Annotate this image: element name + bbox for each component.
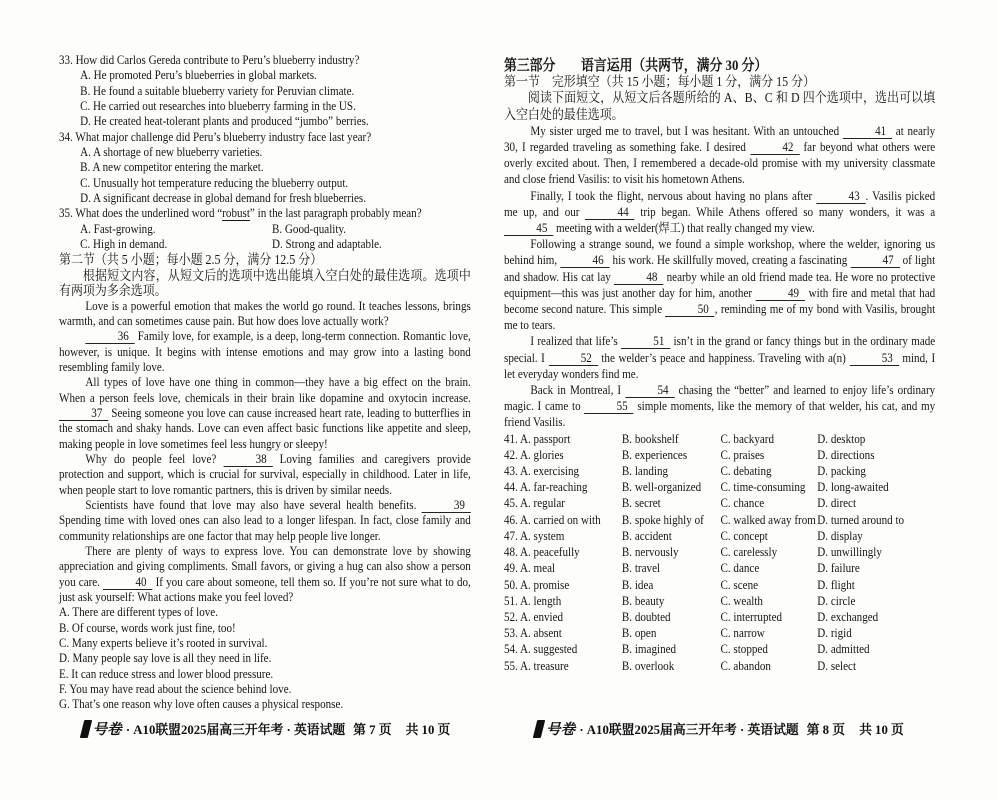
choice-line: B. Of course, words work just fine, too! [59, 620, 236, 635]
instruction-paragraph: 根据短文内容，从短文后的选项中选出能填入空白处的最佳选项。选项中有两项为多余选项。 [59, 267, 471, 299]
cloze-option-row [504, 528, 935, 544]
blank-42: 42 [750, 141, 799, 155]
cloze-option: D. unwillingly [817, 545, 882, 560]
section-heading: 第二节（共 5 小题；每小题 2.5 分，满分 12.5 分） [59, 252, 323, 268]
passage-paragraph: My sister urged me to travel, but I was hesitant. With an untouched 41 at nearly 30, I regarded traveling as something fake. I desired 42 far beyond what others were overly excited about. Then, I remembered a decade-old promise with my university classmate and close friend Vasilis: to visit his hometown Athens. [504, 123, 936, 187]
passage-paragraph: All types of love have one thing in common—they have a big effect on the brain. When a person feels love, chemicals in their brain like dopamine and oxytocin increase. 37 Seeing someone you love can cause increased heart rate, leading to butterflies in the stomach and shaky hands. Love can even affect basic functions like appetite and sleep, making people in love sometimes feel less hungry or sleepy! [59, 375, 471, 451]
cloze-option: B. bookshelf [621, 431, 679, 446]
cloze-option: D. turned around to [817, 512, 905, 527]
cloze-option: B. doubted [621, 609, 671, 624]
cloze-option: D. direct [817, 496, 857, 511]
cloze-option-row [504, 577, 935, 593]
cloze-option: D. display [817, 528, 863, 543]
blank-50: 50 [665, 303, 714, 317]
cloze-option: 50. A. promise [504, 577, 570, 592]
cloze-option: C. backyard [720, 431, 775, 446]
blank-49: 49 [756, 287, 805, 301]
cloze-option: 41. A. passport [504, 431, 571, 446]
question-line: 34. What major challenge did Peru’s blueberry industry face last year? [59, 129, 372, 144]
cloze-option-row [504, 625, 935, 641]
option-line: B. A new competitor entering the market. [80, 160, 264, 175]
page-7-footer [60, 718, 472, 739]
passage-paragraph: Love is a powerful emotion that makes the world go round. It teaches lessons, brings warmth, and can sometimes cause pain. But how does love actually work? [59, 298, 471, 328]
cloze-option: 46. A. carried on with [504, 512, 601, 527]
cloze-option: C. interrupted [720, 609, 783, 624]
option-line: D. A significant decrease in global demand for fresh blueberries. [80, 191, 367, 206]
option-item: D. Strong and adaptable. [271, 237, 382, 252]
cloze-option: 55. A. treasure [504, 658, 569, 673]
cloze-option: D. packing [817, 464, 866, 479]
cloze-option: B. landing [621, 464, 669, 479]
blank-46: 46 [560, 254, 609, 268]
passage-paragraph: 36 Family love, for example, is a deep, long-term connection. Romantic love, however, is unique. It begins with intense emotions and may grow into a lasting bond resembling family love. [59, 329, 471, 374]
page-7-column [59, 53, 471, 713]
blank-40: 40 [103, 576, 152, 590]
cloze-option: D. exchanged [817, 609, 879, 624]
cloze-option: B. beauty [621, 593, 665, 608]
blank-45: 45 [504, 222, 553, 236]
cloze-option-row [504, 512, 935, 528]
choice-line: F. You may have read about the science behind love. [59, 682, 292, 697]
cloze-option: C. debating [720, 464, 772, 479]
cloze-option-row [504, 479, 935, 495]
cloze-option: 47. A. system [504, 528, 565, 543]
cloze-option: 48. A. peacefully [504, 545, 580, 560]
blank-38: 38 [223, 453, 272, 467]
blank-47: 47 [850, 254, 899, 268]
cloze-option: C. walked away from [720, 512, 816, 527]
cloze-option: B. experiences [621, 447, 688, 462]
cloze-option: B. open [621, 626, 657, 641]
passage-paragraph: Why do people feel love? 38 Loving families and caregivers provide protection and support, which is crucial for survival, especially in childhood. Later in life, when people start to love romantic partners, this is driven by similar needs. [59, 451, 471, 497]
passage-paragraph: Scientists have found that love may also have several health benefits. 39 Spending time with loved ones can also lead to a longer lifespan. In fact, close family and community relationships are one factor that may help people live longer. [59, 497, 471, 543]
cloze-option: C. dance [720, 561, 760, 576]
blank-52: 52 [548, 352, 597, 366]
blank-36: 36 [85, 330, 134, 344]
cloze-option: C. abandon [720, 658, 771, 673]
cloze-option: C. chance [720, 496, 765, 511]
option-item: B. Good-quality. [271, 221, 347, 236]
cloze-option: D. select [817, 658, 857, 673]
cloze-option: 42. A. glories [504, 447, 564, 462]
passage-paragraph: Back in Montreal, I 54 chasing the “better” and learned to enjoy life’s ordinary magic. I came to 55 simple moments, like the memory of that welder, his cat, and my friend Vasilis. [504, 383, 936, 430]
choice-line: G. That’s one reason why love often causes a physical response. [59, 697, 344, 712]
cloze-option-row [504, 495, 935, 511]
page-8-footer [504, 718, 935, 739]
option-line: C. Unusually hot temperature reducing the blueberry output. [80, 175, 349, 190]
cloze-option: C. stopped [720, 642, 768, 657]
cloze-option: 53. A. absent [504, 626, 562, 641]
brand-name: 号卷 [92, 722, 122, 738]
brand-1-logo-icon [533, 720, 545, 738]
passage-paragraph: I realized that life’s 51 isn’t in the grand or fancy things but in the ordinary made special. I 52 the welder’s peace and happiness. Traveling with a(n) 53 mind, I let everyday wonders find me. [504, 334, 936, 381]
passage-paragraph: Following a strange sound, we found a simple workshop, where the welder, ignoring us behind him, 46 his work. He skillfully moved, creating a fascinating 47 of light and shadow. His cat lay 48 nearby while an old friend made tea. He wore no protective equipment—this was just another day for him, another 49 with fire and metal that had become second nature. This simple 50 , reminding me of my bond with Vasilis, brought me to tears. [504, 237, 936, 333]
blank-39: 39 [422, 499, 471, 513]
cloze-option-row [504, 609, 935, 625]
blank-53: 53 [849, 352, 898, 366]
cloze-option-row [504, 431, 935, 447]
blank-43: 43 [816, 190, 865, 204]
option-pair-line [59, 237, 471, 252]
option-line: A. He promoted Peru’s blueberries in global markets. [80, 68, 317, 83]
cloze-option-row [504, 658, 935, 674]
cloze-option: D. rigid [817, 626, 852, 641]
cloze-option: B. idea [621, 577, 654, 592]
cloze-option: 49. A. meal [504, 561, 556, 576]
blank-48: 48 [614, 271, 663, 285]
footer-exam-title: · A10联盟2025届高三开年考 · 英语试题 [576, 723, 799, 737]
choice-line: E. It can reduce stress and lower blood pressure. [59, 666, 274, 681]
passage-paragraph: Finally, I took the flight, nervous about having no plans after 43 . Vasilis picked me up, and our 44 trip began. While Athens offered so many wonders, it was a 45 meeting with a welder(焊工) that really changed my view. [504, 188, 936, 236]
blank-41: 41 [843, 125, 892, 139]
cloze-option: C. scene [720, 577, 759, 592]
question-line: 33. How did Carlos Gereda contribute to Peru’s blueberry industry? [59, 53, 360, 67]
cloze-option-row [504, 560, 935, 576]
cloze-option: 44. A. far-reaching [504, 480, 588, 495]
cloze-option-row [504, 447, 935, 463]
cloze-option: D. admitted [817, 642, 870, 657]
total-pages: 共 10 页 [405, 723, 451, 737]
blank-44: 44 [585, 206, 634, 220]
cloze-option-row [504, 544, 935, 560]
brand-name: 号卷 [546, 722, 576, 738]
cloze-option: B. well-organized [621, 480, 702, 495]
page-number: 第 7 页 [353, 723, 392, 737]
option-pair-line [59, 222, 471, 237]
cloze-option: B. imagined [621, 642, 677, 657]
option-item: A. Fast-growing. [80, 221, 156, 236]
cloze-option-row [504, 641, 935, 657]
choice-line: C. Many experts believe it’s rooted in survival. [59, 636, 268, 651]
question-line: 35. What does the underlined word “robust” in the last paragraph probably mean? [59, 206, 422, 221]
part-heading: 第三部分 语言运用（共两节，满分 30 分） [504, 58, 768, 74]
option-item: C. High in demand. [80, 237, 168, 252]
cloze-option: B. spoke highly of [621, 512, 704, 527]
cloze-option: C. wealth [720, 593, 763, 608]
option-line: A. A shortage of new blueberry varieties. [80, 145, 263, 160]
cloze-option-row [504, 593, 935, 609]
total-pages: 共 10 页 [859, 723, 904, 737]
blank-51: 51 [621, 335, 670, 349]
cloze-option: 51. A. length [504, 593, 562, 608]
page-number: 第 8 页 [806, 723, 846, 737]
page-8-column [504, 58, 935, 674]
footer-exam-title: · A10联盟2025届高三开年考 · 英语试题 [122, 723, 346, 737]
blank-55: 55 [584, 400, 633, 414]
cloze-option: D. desktop [817, 431, 866, 446]
cloze-option: D. circle [817, 593, 856, 608]
cloze-option: 43. A. exercising [504, 464, 580, 479]
underlined-word: robust [222, 206, 250, 221]
cloze-option: D. flight [817, 577, 855, 592]
cloze-option: C. praises [720, 447, 765, 462]
instruction-paragraph: 阅读下面短文，从短文后各题所给的 A、B、C 和 D 四个选项中，选出可以填入空白处的最佳选项。 [504, 90, 936, 122]
cloze-option: 52. A. envied [504, 609, 564, 624]
cloze-option: D. long-awaited [817, 480, 889, 495]
cloze-option: D. directions [817, 447, 875, 462]
cloze-option: B. accident [621, 528, 672, 543]
choice-line: A. There are different types of love. [59, 605, 219, 620]
cloze-option: 45. A. regular [504, 496, 565, 511]
passage-paragraph: There are plenty of ways to express love. You can demonstrate love by showing appreciation and giving compliments. Small favors, or giving a hug can also show a person you care. 40 If you care about someone, tell them so. If you’re not sure what to do, just ask yourself: What actions make you feel loved? [59, 544, 471, 605]
brand-1-logo-icon [79, 720, 91, 738]
cloze-option: 54. A. suggested [504, 642, 578, 657]
cloze-option: B. nervously [621, 545, 679, 560]
cloze-option: B. secret [621, 496, 661, 511]
cloze-option: B. overlook [621, 658, 675, 673]
blank-54: 54 [625, 384, 674, 398]
cloze-option: C. carelessly [720, 545, 778, 560]
cloze-option: D. failure [817, 561, 860, 576]
section-heading: 第一节 完形填空（共 15 小题；每小题 1 分，满分 15 分） [504, 74, 816, 90]
choice-line: D. Many people say love is all they need in life. [59, 651, 272, 666]
cloze-option: C. time-consuming [720, 480, 806, 495]
cloze-option: C. narrow [720, 626, 765, 641]
cloze-option-row [504, 463, 935, 479]
cloze-option: C. concept [720, 528, 768, 543]
option-line: B. He found a suitable blueberry variety for Peruvian climate. [80, 83, 355, 98]
option-line: C. He carried out researches into blueberry farming in the US. [80, 99, 356, 114]
blank-37: 37 [59, 407, 108, 421]
option-line: D. He created heat-tolerant plants and produced “jumbo” berries. [80, 114, 369, 129]
cloze-option: B. travel [621, 561, 661, 576]
